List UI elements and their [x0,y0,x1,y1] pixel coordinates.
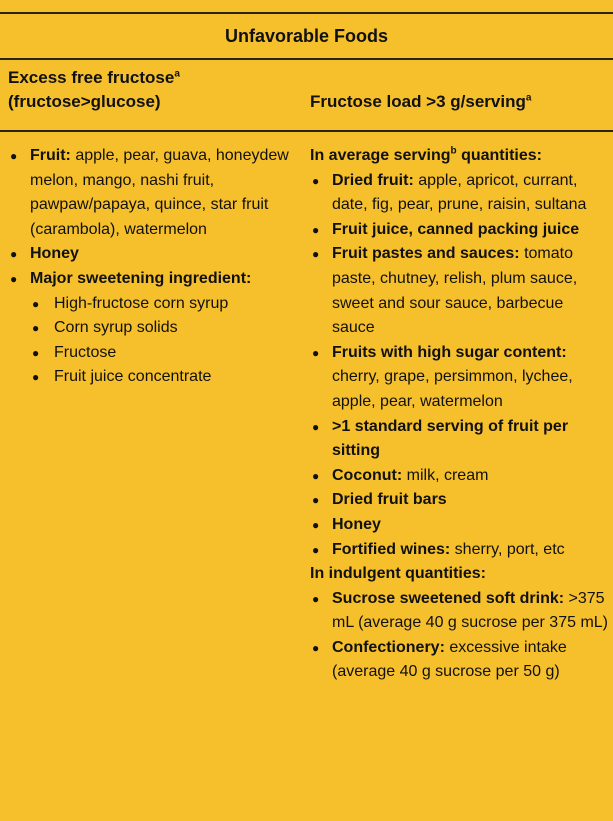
section-label-average-sup: b [450,145,457,157]
right-header-sup: a [525,92,532,104]
section-label-average-text: In average serving [310,147,451,164]
list-item [310,464,610,489]
left-column [8,144,298,390]
item-bold: Dried fruit: [332,171,414,189]
list-item [310,488,610,513]
list-item [310,169,610,218]
sub-list-item: ● Corn syrup solids [8,316,298,341]
left-column-header [8,66,180,114]
list-item [8,267,298,292]
sub-list-item: ● Fructose [8,341,298,366]
left-item-list [8,144,298,292]
list-item [310,341,610,415]
sub-list-item: ● High-fructose corn syrup [8,292,298,317]
list-item [310,242,610,340]
left-header-line2: (fructose>glucose) [8,92,161,111]
right-column-header [310,90,531,114]
item-text: >375 mL (average 40 g sucrose per 375 mL) [332,589,608,632]
section-label-average [310,144,610,169]
list-item [310,513,610,538]
item-text: apple, apricot, currant, date, fig, pear, prune, raisin, sultana [332,171,587,214]
item-bold: Fruit: [30,147,71,164]
item-bold: Honey [332,515,381,533]
item-bold: Fruit pastes and sauces: [332,245,520,263]
section-label-average-end: quantities: [456,147,542,164]
sub-list-item: ● Fruit juice concentrate [8,365,298,390]
right-item-list-average [310,169,610,563]
item-text: milk, cream [402,466,489,484]
list-item [310,587,610,636]
right-item-list-indulgent [310,587,610,685]
left-header-sup: a [174,68,180,80]
left-header-line1: Excess free fructose [8,68,175,87]
item-bold: Sucrose sweetened soft drink: [332,589,565,607]
list-item [8,144,298,242]
item-text: excessive intake (average 40 g sucrose per 50 g) [332,638,567,681]
item-bold: Fruit juice, canned packing juice [332,220,580,238]
list-item [310,415,610,464]
item-bold: >1 standard serving of fruit per sitting [332,417,569,460]
item-bold: Honey [30,245,79,263]
table-title-row [0,12,613,60]
section-label-indulgent: In indulgent quantities: [310,565,486,583]
item-text: tomato paste, chutney, relish, plum sauce, sweet and sour sauce, barbecue sauce [332,245,578,337]
list-item [310,538,610,563]
item-text: sherry, port, etc [450,540,565,558]
item-text: cherry, grape, persimmon, lychee, apple, pear, watermelon [332,368,573,410]
list-item [310,218,610,243]
left-sub-list [8,292,298,390]
food-table [0,12,613,821]
item-bold: Fortified wines: [332,540,451,558]
column-headers [0,60,613,132]
item-text: apple, pear, guava, honeydew melon, mango, nashi fruit, pawpaw/papaya, quince, star fruit (carambola), watermelon [30,147,289,238]
item-bold: Major sweetening ingredient: [30,269,252,287]
right-column [310,144,610,685]
table-title: Unfavorable Foods [224,25,389,46]
item-bold: Coconut: [332,466,403,484]
item-bold: Fruits with high sugar content: [332,343,567,361]
list-item [8,242,298,267]
item-bold: Dried fruit bars [332,491,447,509]
list-item [310,636,610,685]
item-bold: Confectionery: [332,638,445,656]
right-header-text: Fructose load >3 g/serving [310,92,526,111]
